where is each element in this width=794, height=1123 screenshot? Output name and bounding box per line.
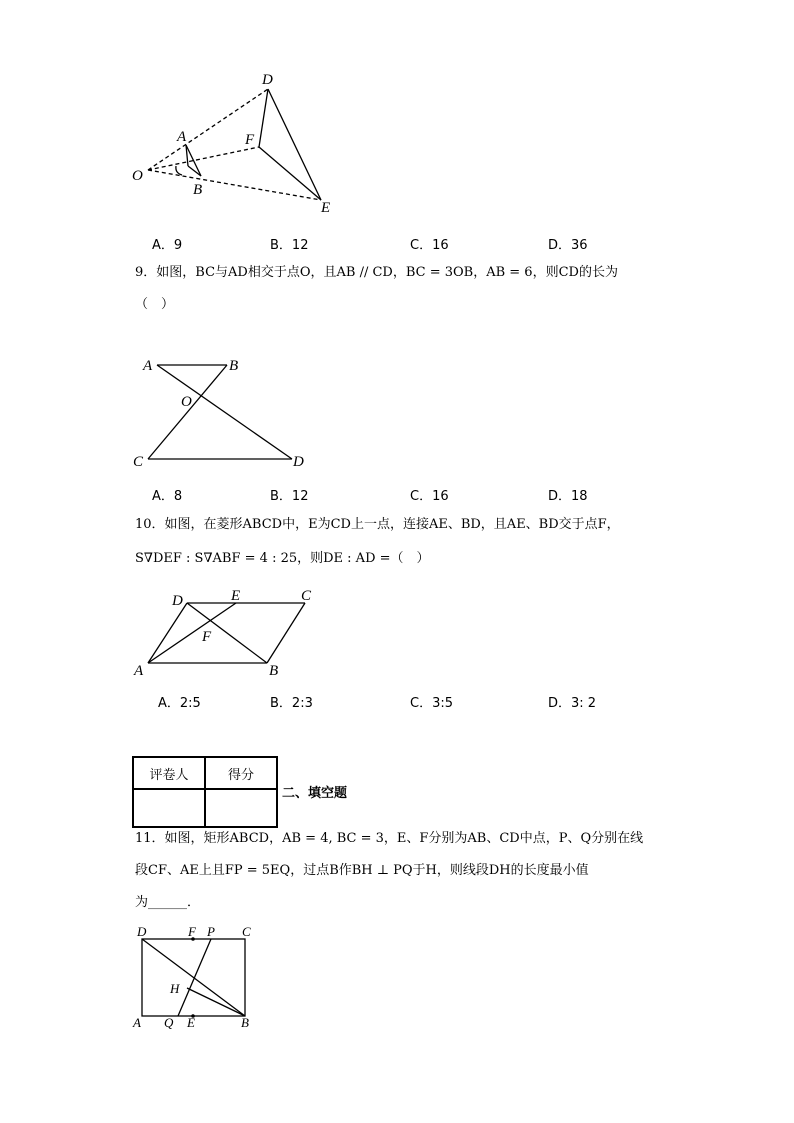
q10-option-d: D．3: 2 [548, 696, 597, 711]
label-D: D [262, 72, 273, 88]
section-2-title: 二、填空题 [282, 786, 348, 801]
q10-figure [125, 585, 325, 680]
q10-option-b: B．2:3 [270, 696, 313, 711]
seg-AE [148, 603, 236, 663]
label-C: C [133, 454, 144, 470]
q9-figure [125, 352, 325, 474]
q11-text-line2: 段CF、AE上且FP = 5EQ，过点B作BH ⊥ PQ于H，则线段DH的长度最小值 [135, 863, 589, 878]
label-C: C [242, 924, 251, 939]
seg-DE [268, 89, 321, 200]
q9-option-b: B．12 [270, 489, 309, 504]
label-E: E [321, 200, 331, 216]
label-O: O [181, 394, 192, 410]
seg-AB [186, 145, 201, 176]
seg-DB [142, 939, 245, 1016]
ray-OD [148, 89, 268, 170]
q9-option-c: C．16 [410, 489, 449, 504]
score-cell[interactable] [205, 789, 277, 827]
reviewer-header: 评卷人 [133, 757, 205, 789]
seg-AD [157, 365, 292, 459]
label-F: F [245, 132, 255, 148]
q10-text-line1: 10．如图，在菱形ABCD中，E为CD上一点，连接AE、BD，且AE、BD交于点F， [135, 517, 620, 532]
seg-AD [148, 603, 187, 663]
q11-text-line3: 为______． [135, 895, 201, 910]
label-E: E [187, 1015, 195, 1030]
label-A: A [177, 129, 187, 145]
ray-OF [148, 147, 259, 170]
q9-text-line2: （ ） [135, 297, 175, 312]
label-D: D [172, 593, 183, 609]
label-O: O [132, 168, 143, 184]
label-Q: Q [164, 1015, 174, 1030]
label-P: P [207, 924, 215, 939]
seg-PQ [178, 939, 211, 1016]
seg-FE [259, 147, 321, 200]
ray-OE [148, 170, 321, 200]
angle-arc-C [176, 166, 182, 175]
label-F: F [202, 629, 212, 645]
label-A: A [133, 1015, 141, 1030]
q9-number: 9．如图， [135, 265, 196, 280]
label-A: A [143, 358, 153, 374]
q11-figure [125, 922, 265, 1034]
label-F: F [188, 924, 196, 939]
label-D: D [137, 924, 147, 939]
seg-BD [187, 603, 267, 663]
q9-option-a: A．8 [152, 489, 183, 504]
q10-option-a: A．2:5 [158, 696, 201, 711]
label-A: A [134, 663, 144, 679]
label-D: D [293, 454, 304, 470]
q8-option-c: C．16 [410, 238, 449, 253]
label-B: B [241, 1015, 249, 1030]
q9-question [135, 264, 618, 282]
seg-BC [148, 365, 227, 459]
q10-text-line2: S∇DEF : S∇ABF = 4 : 25，则DE : AD =（ ） [135, 551, 430, 566]
label-E: E [231, 588, 241, 604]
q10-option-c: C．3:5 [410, 696, 453, 711]
q11-text-line1: 11．如图，矩形ABCD，AB = 4, BC = 3，E、F分别为AB、CD中点，P、Q分别在线 [135, 831, 644, 846]
label-B: B [229, 358, 239, 374]
q8-figure [125, 65, 355, 220]
q9-option-d: D．18 [548, 489, 588, 504]
label-B: B [269, 663, 279, 679]
q8-option-a: A．9 [152, 238, 183, 253]
seg-BC [267, 603, 305, 663]
seg-BH [187, 988, 245, 1016]
label-B: B [193, 182, 203, 198]
score-header: 得分 [205, 757, 277, 789]
label-H: H [170, 981, 180, 996]
label-C: C [301, 588, 312, 604]
seg-DF [259, 89, 268, 147]
q8-option-d: D．36 [548, 238, 588, 253]
q9-text-line1: BC与AD相交于点O，且AB // CD，BC = 3OB，AB = 6，则CD的长为 [195, 265, 618, 280]
q8-option-b: B．12 [270, 238, 309, 253]
reviewer-cell[interactable] [133, 789, 205, 827]
score-table [132, 756, 278, 828]
